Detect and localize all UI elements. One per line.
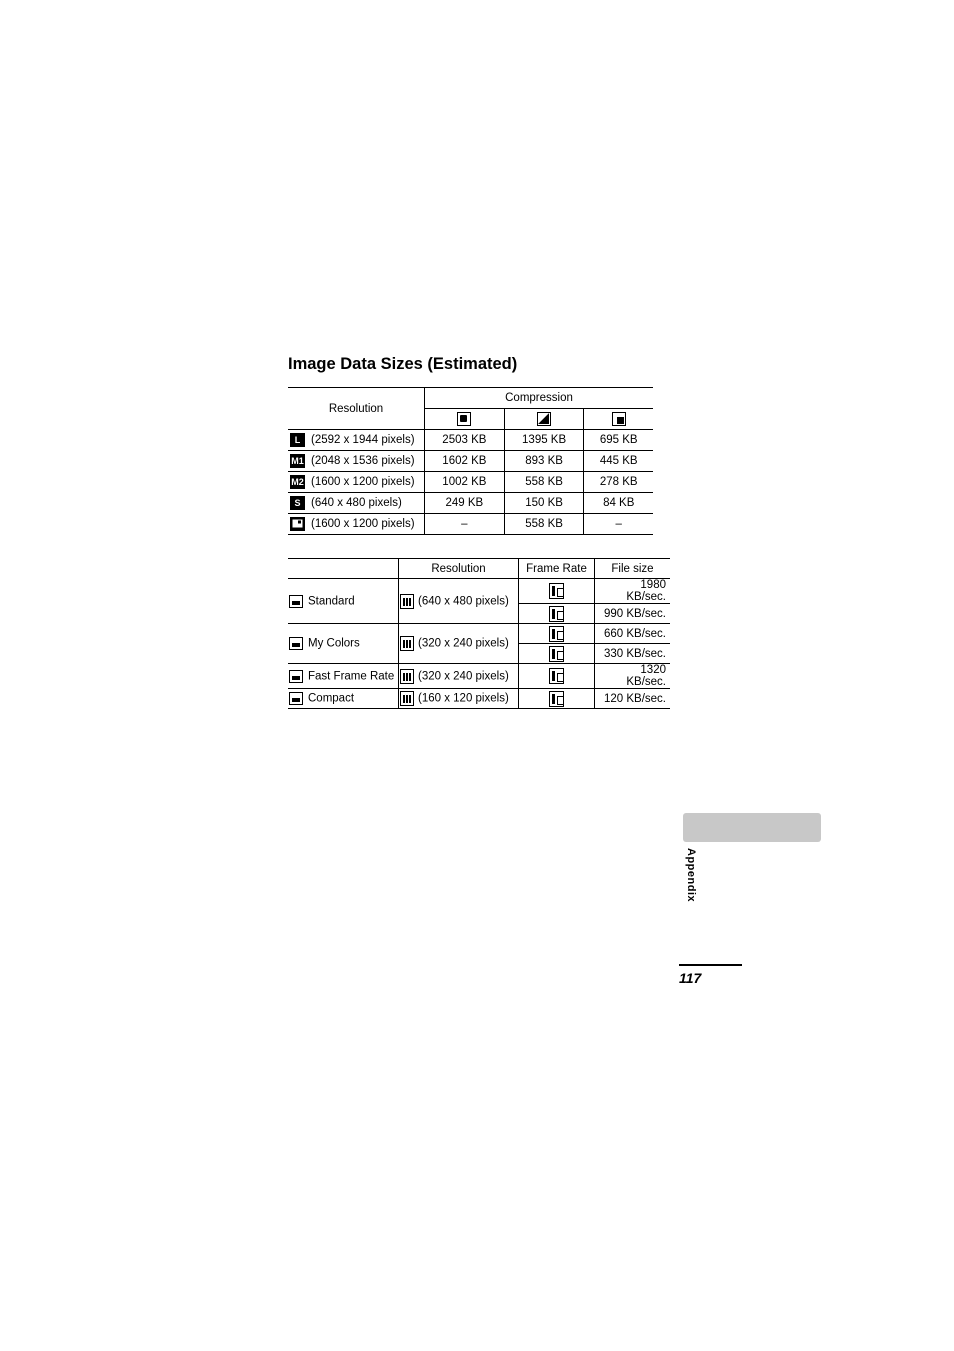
- size-l-icon: L: [290, 433, 305, 447]
- frame-rate-header: Frame Rate: [519, 559, 595, 579]
- fine-icon: [537, 412, 551, 426]
- compression-header: Compression: [425, 388, 654, 409]
- resolution-header: Resolution: [399, 559, 519, 579]
- table-row: [288, 430, 653, 451]
- fast-frame-rate-mode-icon: [289, 670, 303, 683]
- compression-superfine: [425, 409, 505, 430]
- cell: –: [584, 514, 653, 535]
- frame-rate-60-icon: [549, 668, 564, 684]
- normal-icon: [612, 412, 626, 426]
- file-size-cell: 660 KB/sec.: [595, 624, 671, 644]
- resolution-320-icon: [400, 669, 414, 684]
- compression-fine: [504, 409, 584, 430]
- cell: 2503 KB: [425, 430, 505, 451]
- standard-mode-icon: [289, 595, 303, 608]
- cell: 445 KB: [584, 451, 653, 472]
- mode-label: Fast Frame Rate: [308, 670, 395, 683]
- file-size-cell: 330 KB/sec.: [595, 644, 671, 664]
- row-label: (640 x 480 pixels): [311, 497, 402, 510]
- postcard-icon: [290, 517, 305, 531]
- compression-normal: [584, 409, 653, 430]
- size-s-icon: S: [290, 496, 305, 510]
- resolution-label: (640 x 480 pixels): [418, 595, 509, 608]
- appendix-tab: [683, 813, 821, 842]
- mode-label: Standard: [308, 595, 355, 608]
- resolution-label: (320 x 240 pixels): [418, 637, 509, 650]
- cell: 695 KB: [584, 430, 653, 451]
- image-data-sizes-table: [288, 387, 653, 535]
- cell: 278 KB: [584, 472, 653, 493]
- cell: 150 KB: [504, 493, 584, 514]
- table-row: [288, 493, 653, 514]
- table-row: [288, 451, 653, 472]
- frame-rate-15-icon: [549, 606, 564, 622]
- page-title: Image Data Sizes (Estimated): [288, 355, 518, 373]
- cell: 1002 KB: [425, 472, 505, 493]
- frame-rate-30-icon: [549, 626, 564, 642]
- resolution-label: (160 x 120 pixels): [418, 692, 509, 705]
- row-label: (1600 x 1200 pixels): [311, 518, 415, 531]
- mode-label: My Colors: [308, 637, 360, 650]
- file-size-cell: 1320 KB/sec.: [595, 664, 671, 689]
- resolution-label: (320 x 240 pixels): [418, 670, 509, 683]
- cell: 84 KB: [584, 493, 653, 514]
- frame-rate-30-icon: [549, 583, 564, 599]
- blank-header: [288, 559, 399, 579]
- resolution-640-icon: [400, 594, 414, 609]
- frame-rate-15-icon: [549, 646, 564, 662]
- file-size-cell: 120 KB/sec.: [595, 689, 671, 709]
- page-number: 117: [679, 970, 702, 986]
- resolution-header: Resolution: [288, 388, 425, 430]
- cell: 249 KB: [425, 493, 505, 514]
- page-number-rule: [679, 964, 742, 966]
- frame-rate-15-icon: [549, 691, 564, 707]
- cell: 558 KB: [504, 472, 584, 493]
- cell: 1395 KB: [504, 430, 584, 451]
- size-m2-icon: M2: [291, 477, 304, 487]
- resolution-320-icon: [400, 636, 414, 651]
- table-row: [288, 472, 653, 493]
- movie-data-sizes-table: [288, 558, 670, 709]
- cell: 1602 KB: [425, 451, 505, 472]
- resolution-160-icon: [400, 691, 414, 706]
- mode-label: Compact: [308, 692, 355, 705]
- cell: –: [425, 514, 505, 535]
- file-size-cell: 990 KB/sec.: [595, 604, 671, 624]
- table-row: [288, 514, 653, 535]
- file-size-cell: 1980 KB/sec.: [595, 579, 671, 604]
- row-label: (1600 x 1200 pixels): [311, 476, 415, 489]
- cell: 893 KB: [504, 451, 584, 472]
- cell: 558 KB: [504, 514, 584, 535]
- file-size-header: File size: [595, 559, 671, 579]
- table-row: [288, 579, 670, 604]
- table-row: [288, 624, 670, 644]
- superfine-icon: [457, 412, 471, 426]
- appendix-label: Appendix: [685, 848, 697, 903]
- row-label: (2592 x 1944 pixels): [311, 434, 415, 447]
- compact-mode-icon: [289, 692, 303, 705]
- table-row: [288, 664, 670, 689]
- size-m1-icon: M1: [291, 456, 304, 466]
- my-colors-mode-icon: [289, 637, 303, 650]
- row-label: (2048 x 1536 pixels): [311, 455, 415, 468]
- table-row: [288, 689, 670, 709]
